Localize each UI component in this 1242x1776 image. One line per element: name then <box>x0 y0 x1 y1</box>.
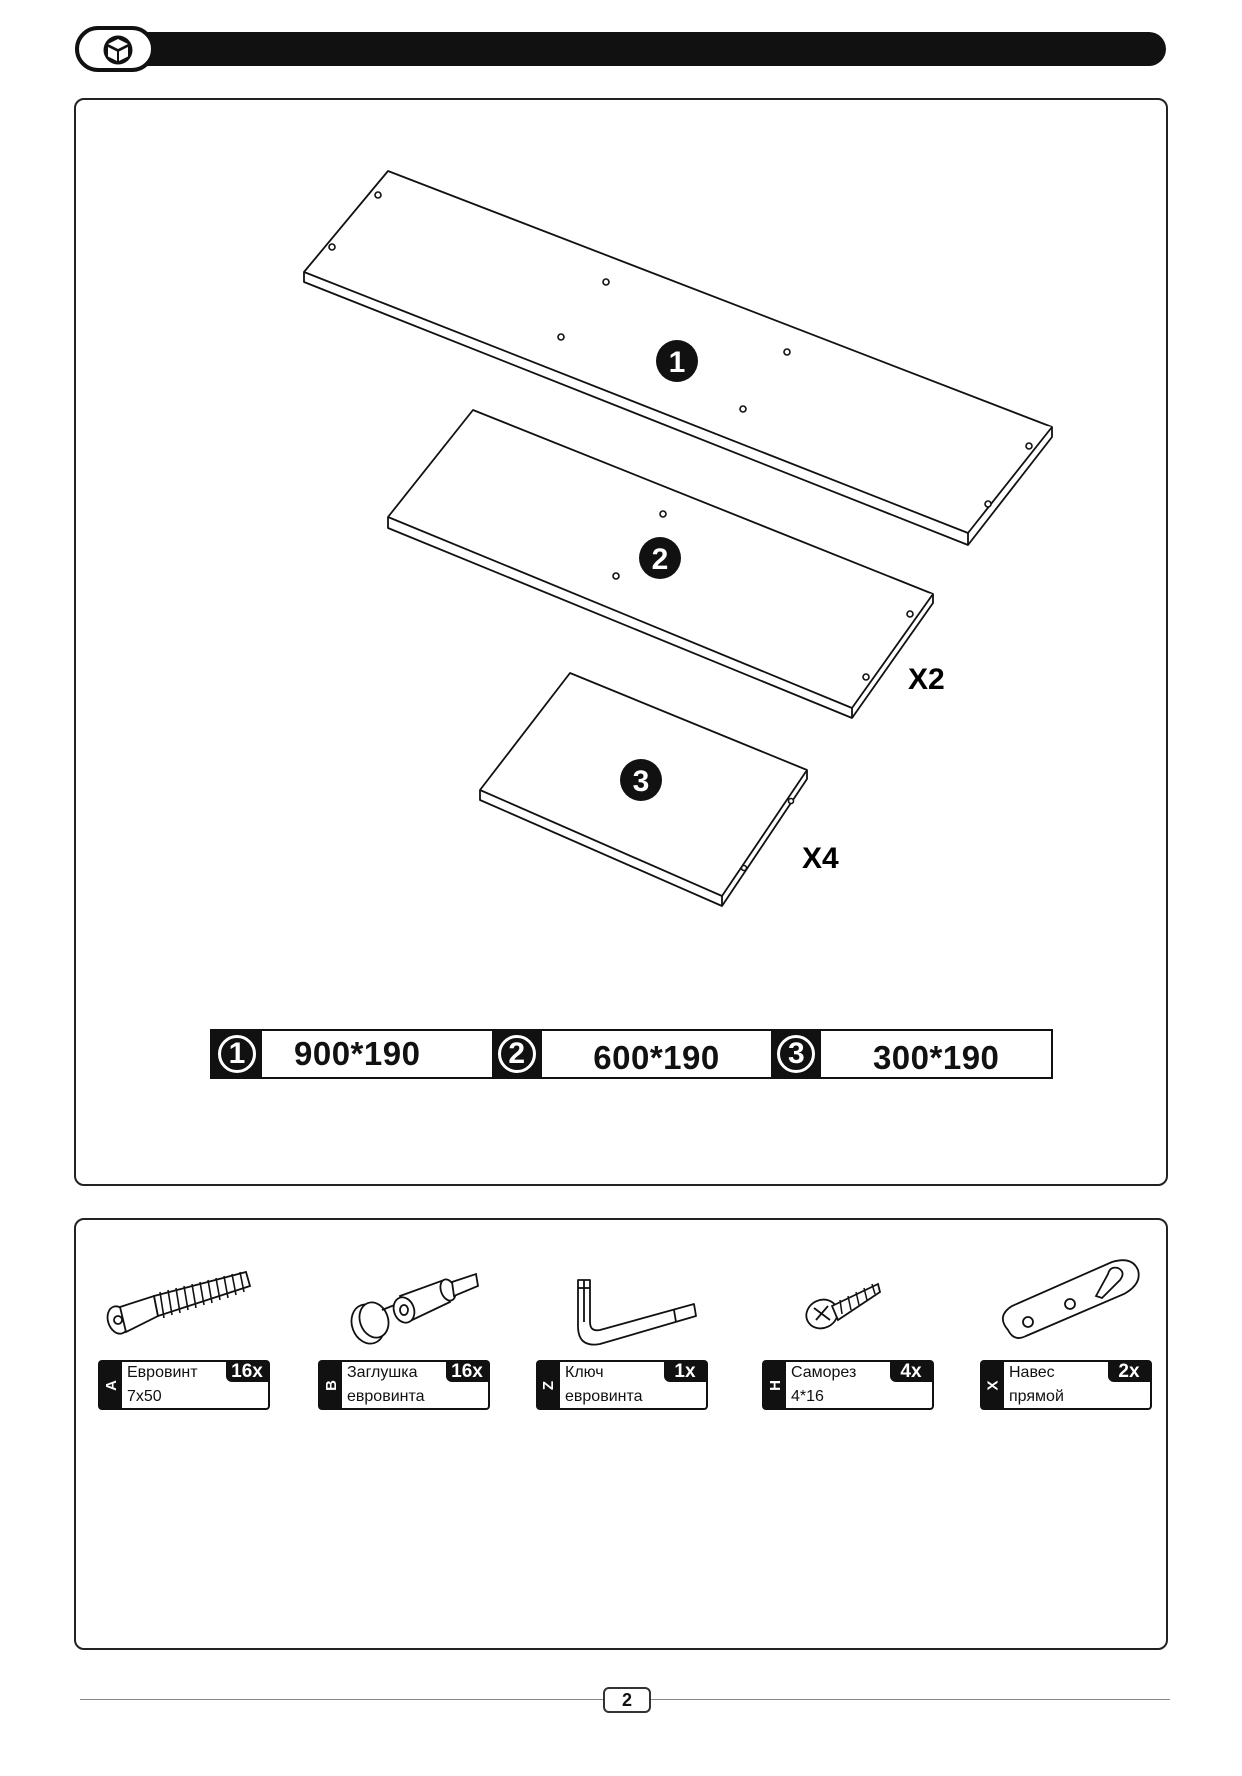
board-2-quantity: X2 <box>908 663 945 696</box>
dimension-cell <box>492 1031 772 1077</box>
hardware-name: Заглушка <box>347 1364 418 1381</box>
page-number: 2 <box>603 1687 651 1713</box>
hole-marker <box>784 349 790 355</box>
hardware-label <box>318 1360 490 1410</box>
board-3-number: 3 <box>632 765 650 798</box>
hole-marker <box>740 406 746 412</box>
hardware-item-h <box>760 1252 936 1412</box>
screw-cap-icon <box>316 1252 492 1358</box>
dimension-cell <box>771 1031 1051 1077</box>
hardware-spec: евровинта <box>565 1388 643 1405</box>
hole-marker <box>863 674 869 680</box>
hardware-label <box>762 1360 934 1410</box>
hardware-letter: B <box>322 1379 340 1391</box>
hardware-label <box>980 1360 1152 1410</box>
hardware-name: Навес <box>1009 1364 1055 1381</box>
hardware-quantity: 4x <box>890 1362 932 1382</box>
hardware-quantity: 16x <box>226 1362 268 1382</box>
hardware-letter: A <box>102 1379 120 1391</box>
hardware-quantity: 2x <box>1108 1362 1150 1382</box>
dimension-value: 600*190 <box>593 1039 720 1076</box>
hardware-quantity: 16x <box>446 1362 488 1382</box>
hardware-spec: 4*16 <box>791 1388 824 1405</box>
dimension-value: 900*190 <box>294 1035 421 1072</box>
wood-screw-icon <box>760 1252 936 1358</box>
hole-marker <box>789 799 794 804</box>
dimension-number: 1 <box>218 1035 256 1073</box>
hole-marker <box>660 511 666 517</box>
hardware-spec: прямой <box>1009 1388 1064 1405</box>
hole-marker <box>985 501 991 507</box>
euro-screw-icon <box>96 1252 272 1358</box>
hole-marker <box>375 192 381 198</box>
hardware-spec: евровинта <box>347 1388 425 1405</box>
hole-marker <box>603 279 609 285</box>
hanger-plate-icon <box>978 1252 1154 1358</box>
hardware-item-z <box>534 1252 710 1412</box>
hardware-name: Евровинт <box>127 1364 198 1381</box>
board-3-quantity: X4 <box>802 842 839 875</box>
hardware-item-x <box>978 1252 1154 1412</box>
board-1-number: 1 <box>668 346 686 379</box>
hardware-item-a <box>96 1252 272 1412</box>
hole-marker <box>907 611 913 617</box>
hardware-name: Ключ <box>565 1364 604 1381</box>
hardware-item-b <box>316 1252 492 1412</box>
hole-marker <box>613 573 619 579</box>
hardware-name: Саморез <box>791 1364 857 1381</box>
hole-marker <box>558 334 564 340</box>
hardware-spec: 7x50 <box>127 1388 162 1405</box>
dimension-cell <box>212 1031 492 1077</box>
dimensions-table <box>210 1029 1053 1079</box>
hole-marker <box>1026 443 1032 449</box>
hex-key-icon <box>534 1252 710 1358</box>
board-2-number: 2 <box>651 543 669 576</box>
hardware-letter: H <box>766 1379 784 1391</box>
dimension-value: 300*190 <box>872 1039 1000 1076</box>
hardware-label <box>98 1360 270 1410</box>
hole-marker <box>742 866 747 871</box>
dimension-number: 3 <box>777 1035 815 1073</box>
hardware-letter: X <box>984 1379 1002 1391</box>
hardware-label <box>536 1360 708 1410</box>
hole-marker <box>329 244 335 250</box>
dimension-number: 2 <box>498 1035 536 1073</box>
hardware-letter: Z <box>540 1380 558 1390</box>
hardware-quantity: 1x <box>664 1362 706 1382</box>
